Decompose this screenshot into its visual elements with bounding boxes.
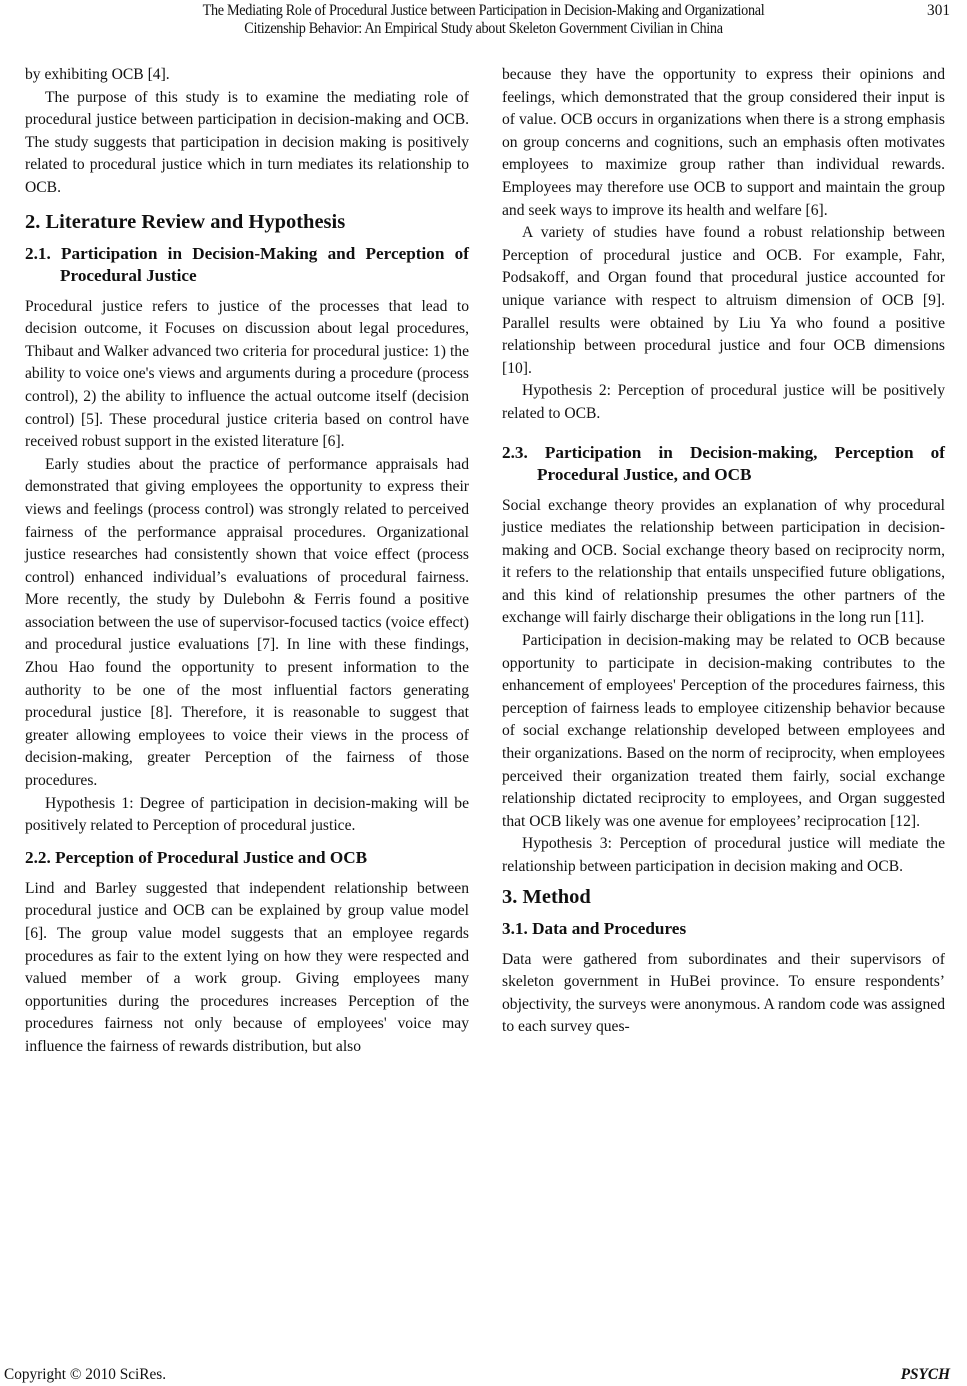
right-column bbox=[502, 64, 945, 1039]
subsection-heading-2-3: 2.3. Participation in Decision-making, Perception of Procedural Justice, and OCB bbox=[502, 442, 945, 484]
journal-name: PSYCH bbox=[900, 1366, 950, 1383]
hypothesis-1: Hypothesis 1: Degree of participation in decision-making will be positively related to Perception of procedural justice. bbox=[25, 794, 469, 835]
running-header bbox=[0, 0, 967, 44]
running-title-line-1: The Mediating Role of Procedural Justice between Participation in Decision-Making and Organizational bbox=[202, 2, 765, 19]
subsection-heading-2-1: 2.1. Participation in Decision-Making and Perception of Procedural Justice bbox=[25, 243, 469, 285]
paragraph: The purpose of this study is to examine the mediating role of procedural justice between participation in decision-making and OCB. The study suggests that participation in decision making is positively related to procedural justice which in turn mediates its relationship to OCB. bbox=[25, 88, 469, 196]
copyright-notice: Copyright © 2010 SciRes. bbox=[4, 1366, 167, 1383]
section-heading-literature-review: 2. Literature Review and Hypothesis bbox=[25, 210, 346, 233]
paragraph: Social exchange theory provides an explanation of why procedural justice mediates the relationship between participation in decision-making and OCB. Social exchange theory based on reciprocity norm, it refers to the relationship that entails unspecified future obligations, and this kind of relationship presumes the other partners of the exchange will fairly discharge their obligations in the long run [11]. bbox=[502, 496, 945, 627]
subsection-heading-2-2: 2.2. Perception of Procedural Justice and OCB bbox=[25, 847, 368, 867]
paragraph: Participation in decision-making may be related to OCB because opportunity to participate in decision-making contributes to the enhancement of employees' Perception of the procedures fairness, this perception of fairness leads to employee citizenship behavior because of social exchange relationship developed between employees and their organizations. Based on the norm of reciprocity, when employees perceived their organization treated them fairly, social exchange relationship dictated reciprocity to employees, and Organ suggested that OCB likely was one avenue for employees’ reciprocation [12]. bbox=[502, 632, 945, 830]
paragraph: A variety of studies have found a robust relationship between Perception of procedural justice and OCB. For example, Fahr, Podsakoff, and Organ found that procedural justice accounted for unique variance with respect to altruism dimension of OCB [9]. Parallel results were obtained by Liu Ya who found a positive relationship between procedural justice and four OCB dimensions [10]. bbox=[502, 224, 945, 377]
hypothesis-3: Hypothesis 3: Perception of procedural justice will mediate the relationship between participation in decision making and OCB. bbox=[502, 835, 945, 875]
paragraph: Procedural justice refers to justice of the processes that lead to decision outcome, it Focuses on discussion about legal procedures, Thibaut and Walker advanced two criteria for procedural justice: 1) the ability to voice one's views and arguments during a procedure (process control), 2) the ability to influence the actual outcome itself (decision control) [5]. These procedural justice criteria based on control have received robust support in the existed literature [6]. bbox=[25, 297, 469, 451]
page-footer bbox=[0, 1366, 967, 1386]
paragraph: Lind and Barley suggested that independent relationship between procedural justice and OCB can be explained by group value model [6]. The group value model suggests that an employee regards procedures as fair to the extent lying on how they were respected and valued member of a work group. Giving employees many opportunities during the procedures increases Perception of the procedures fairness not only because of employees' voice may influence the fairness of rewards distribution, but also bbox=[25, 879, 469, 1055]
paragraph: Data were gathered from subordinates and their supervisors of skeleton government in HuBei province. To ensure respondents’ objectivity, the surveys were anonymous. A random code was assigned to each survey ques- bbox=[502, 950, 945, 1036]
paragraph: Early studies about the practice of performance appraisals had demonstrated that giving employees the opportunity to express their views and feelings (process control) was strongly related to perceived fairness of the performance appraisal procedures. Organizational justice researches had consistently shown that voice effect (process control) enhanced individual’s evaluations of procedural fairness. More recently, the study by Dulebohn & Ferris found a positive association between the use of supervisor-focused tactics (voice effect) and procedural justice evaluations [7]. In line with these findings, Zhou Hao found the opportunity to present information to the authority to be one of the most influential factors generating procedural justice [8]. Therefore, it is reasonable to suggest that greater allowing employees to voice their views in the process of decision-making, greater Perception of the fairness of those procedures. bbox=[25, 455, 469, 790]
section-heading-method: 3. Method bbox=[502, 885, 591, 908]
subsection-heading-3-1: 3.1. Data and Procedures bbox=[502, 918, 687, 938]
paragraph: because they have the opportunity to express their opinions and feelings, which demonstrated that the group considered their input is of value. OCB occurs in organizations when there is a strong emphasis on group concerns and cognitions, such an emphasis often motivates employees to maximize group rather than individual rewards. Employees may therefore use OCB to support and maintain the group and seek ways to improve its health and welfare [6]. bbox=[502, 66, 945, 219]
hypothesis-2: Hypothesis 2: Perception of procedural justice will be positively related to OCB. bbox=[502, 382, 945, 422]
paragraph: by exhibiting OCB [4]. bbox=[25, 66, 170, 83]
running-title-line-2: Citizenship Behavior: An Empirical Study about Skeleton Government Civilian in China bbox=[244, 20, 723, 37]
page-number: 301 bbox=[927, 2, 950, 19]
left-column bbox=[25, 64, 469, 1059]
